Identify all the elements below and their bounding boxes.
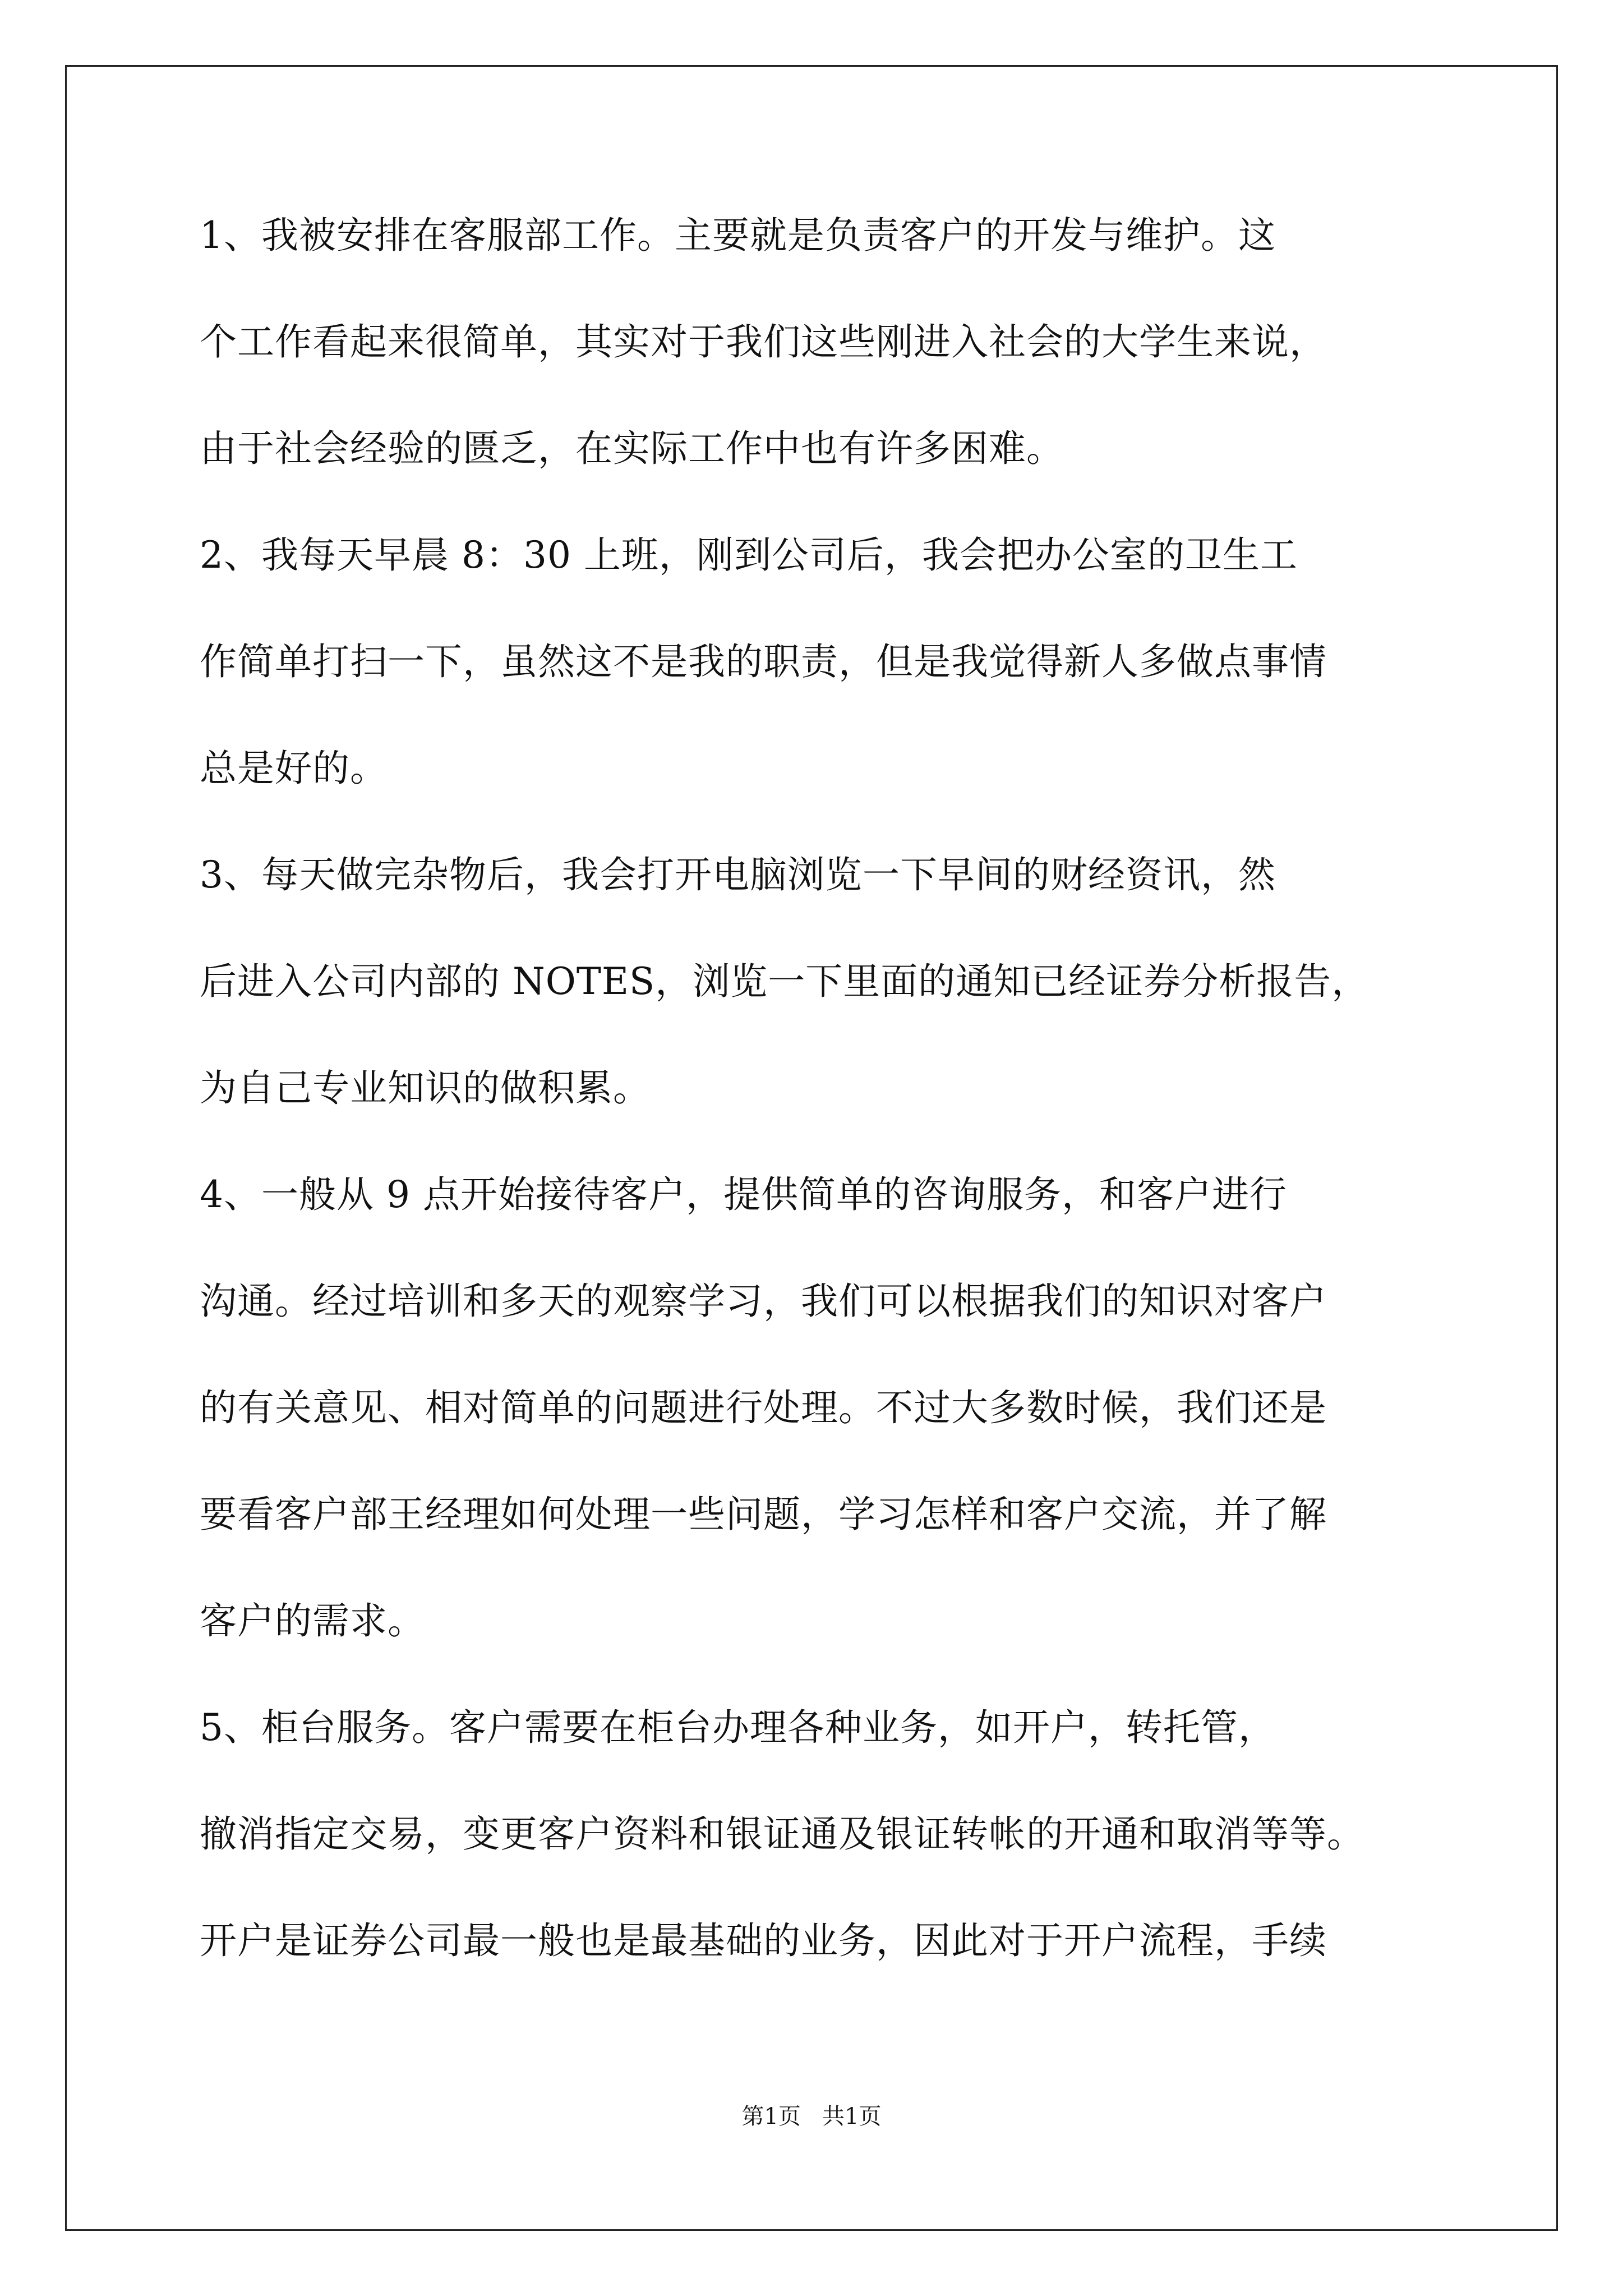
text-line: 撤消指定交易，变更客户资料和银证通及银证转帐的开通和取消等等。 <box>200 1812 1364 1856</box>
text-line: 4、一般从 9 点开始接待客户，提供简单的咨询服务，和客户进行 <box>200 1173 1287 1216</box>
text-line: 为自己专业知识的做积累。 <box>200 1066 651 1110</box>
text-line: 1、我被安排在客服部工作。主要就是负责客户的开发与维护。这 <box>200 214 1276 257</box>
text-line: 由于社会经验的匮乏，在实际工作中也有许多困难。 <box>200 427 1064 470</box>
page-number-footer: 第1页 共1页 <box>741 2104 882 2129</box>
text-line: 要看客户部王经理如何处理一些问题，学习怎样和客户交流，并了解 <box>200 1493 1327 1536</box>
text-line: 3、每天做完杂物后，我会打开电脑浏览一下早间的财经资讯，然 <box>200 853 1276 896</box>
page-border <box>65 65 1558 2231</box>
text-line: 的有关意见、相对简单的问题进行处理。不过大多数时候，我们还是 <box>200 1386 1327 1429</box>
text-line: 后进入公司内部的 NOTES，浏览一下里面的通知已经证券分析报告， <box>200 960 1370 1003</box>
text-line: 2、我每天早晨 8：30 上班，刚到公司后，我会把办公室的卫生工 <box>200 533 1298 577</box>
text-line: 个工作看起来很简单，其实对于我们这些刚进入社会的大学生来说， <box>200 320 1327 364</box>
text-line: 总是好的。 <box>200 747 388 790</box>
text-line: 沟通。经过培训和多天的观察学习，我们可以根据我们的知识对客户 <box>200 1280 1327 1323</box>
text-line: 开户是证券公司最一般也是最基础的业务，因此对于开户流程，手续 <box>200 1919 1327 1962</box>
text-line: 客户的需求。 <box>200 1599 425 1642</box>
text-line: 作简单打扫一下，虽然这不是我的职责，但是我觉得新人多做点事情 <box>200 640 1327 683</box>
text-line: 5、柜台服务。客户需要在柜台办理各种业务，如开户，转托管， <box>200 1706 1276 1749</box>
